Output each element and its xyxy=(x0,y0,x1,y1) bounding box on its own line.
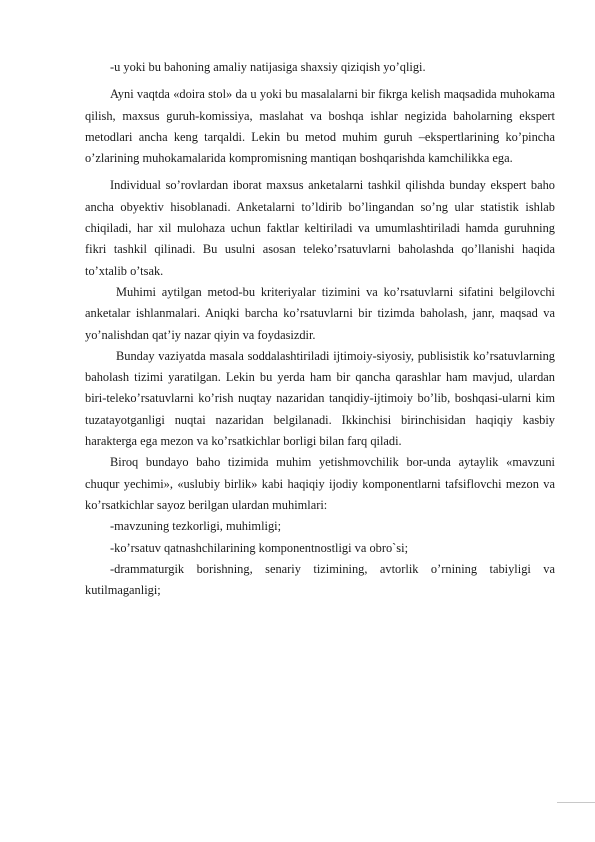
paragraph-intro-line: -u yoki bu bahoning amaliy natijasiga shaxsiy qiziqish yo’qligi. xyxy=(110,60,426,74)
page-corner-divider xyxy=(557,802,595,803)
list-item-dramaturgy: -drammaturgik borishning, senariy tizimining, avtorlik o’rnining tabiyligi va kutilmaganligi; xyxy=(85,561,555,598)
list-item-participants: -ko’rsatuv qatnashchilarining komponentnostligi va obro`si; xyxy=(110,540,409,555)
paragraph-method-criteria: Muhimi aytilgan metod-bu kriteriyalar tizimini va ko’rsatuvlarni sifatini belgilovchi anketalar ishlanmalari. Aniqki barcha ko’rsatuvlarni bir tizimda baholash, janr, maqsad va yo’nalishdan qat’iy nazar qiyin va foydasizdir. xyxy=(85,284,555,342)
paragraph-shortcoming: Biroq bundayo baho tizimida muhim yetishmovchilik bor-unda aytaylik «mavzuni chuqur yechimi», «uslubiy birlik» kabi haqiqiy ijodiy komponentlarni tafsiflovchi mezon va ko’rsatkichlar sayoz berilgan ulardan muhimlari: xyxy=(85,455,555,512)
list-item-topicality: -mavzuning tezkorligi, muhimligi; xyxy=(110,519,282,534)
paragraph-individual-surveys: Individual so’rovlardan iborat maxsus anketalarni tashkil qilishda bunday ekspert baho ancha obyektiv hisoblanadi. Anketalarni to’ldirib bo’lingandan so’ng ular statistik ishlab chiqiladi, har xil mulohaza uchun faktlar keltiriladi va umumlashtiriladi hamda guruhning fikri tashkil qilinadi. Bu usulni asosan teleko’rsatuvlarni baholashda qo’llanishi haqida to’xtalib o’tsak. xyxy=(85,178,555,278)
paragraph-simplified-evaluation: Bunday vaziyatda masala soddalashtiriladi ijtimoiy-siyosiy, publisistik ko’rsatuvlarning baholash tizimi yaratilgan. Lekin bu yerda ham bir qancha qarashlar ham mavjud, ulardan biri-teleko’rsatuvlarni ko’rish nuqtay nazaridan tanqidiy-ijtimoiy bo’lib, boshqasi-ularni kim tuzatayotganligi nuqtai nazaridan belgilanadi. Ikkinchisi birinchisidan haqiqiy kasbiy harakterga ega mezon va ko’rsatkichlar borligi bilan farq qiladi. xyxy=(85,348,555,449)
paragraph-round-table: Ayni vaqtda «doira stol» da u yoki bu masalalarni bir fikrga kelish maqsadida muhokama qilish, maxsus guruh-komissiya, maslahat va boshqa ishlar negizida baholarning ekspert metodlari ancha keng tarqaldi. Lekin bu metod muhim guruh –ekspertlarining ko’pincha o’zlarining muhokamalarida kompromisning mantiqan boshqarishda kamchilikka ega. xyxy=(85,87,555,166)
body-text xyxy=(85,57,555,601)
